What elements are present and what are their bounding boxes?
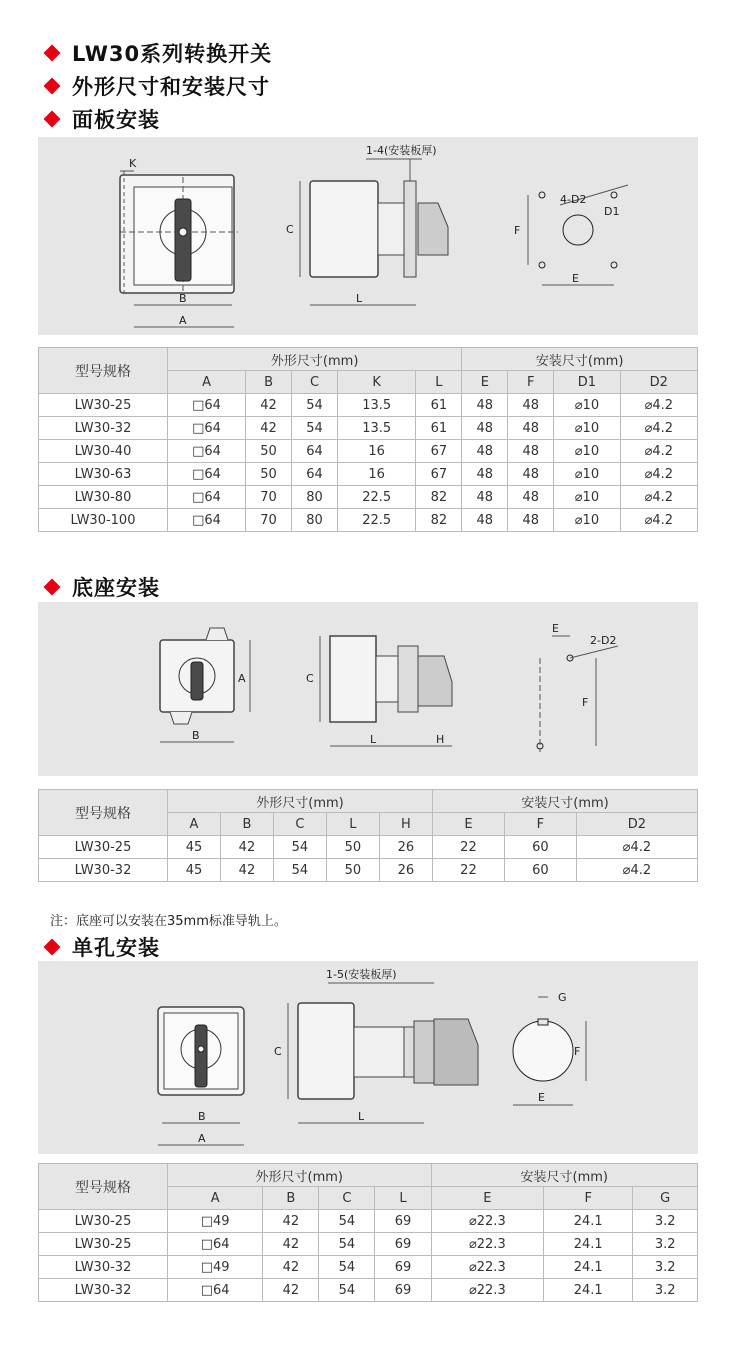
dim-e-label: E [552, 622, 559, 635]
value-cell: 22 [432, 859, 504, 882]
value-cell: ⌀10 [554, 417, 620, 440]
mount-dim-header: 安装尺寸(mm) [431, 1164, 697, 1187]
dim-f-label: F [514, 224, 521, 237]
table-row [39, 1256, 698, 1279]
value-cell: 24.1 [544, 1279, 633, 1302]
value-cell: ⌀10 [554, 394, 620, 417]
outline-dim-header: 外形尺寸(mm) [168, 790, 433, 813]
value-cell: 48 [462, 486, 508, 509]
dim-b-label: B [179, 292, 187, 305]
value-cell: 22.5 [337, 486, 415, 509]
value-cell: 48 [508, 394, 554, 417]
value-cell: ⌀4.2 [620, 486, 697, 509]
diamond-bullet-icon [44, 939, 61, 956]
value-cell: □49 [168, 1256, 263, 1279]
value-cell: 54 [292, 417, 338, 440]
column-header: C [273, 813, 326, 836]
mount-dim-header: 安装尺寸(mm) [462, 348, 698, 371]
value-cell: ⌀4.2 [576, 836, 697, 859]
dim-2-d2-label: 2-D2 [590, 634, 617, 647]
value-cell: 48 [508, 417, 554, 440]
column-header: K [337, 371, 415, 394]
single-hole-diagram [38, 961, 698, 1154]
value-cell: ⌀4.2 [620, 417, 697, 440]
model-cell: LW30-32 [39, 1256, 168, 1279]
value-cell: 50 [326, 836, 379, 859]
value-cell: 3.2 [633, 1256, 698, 1279]
dim-b-label: B [192, 729, 200, 742]
heading-base-mounting: 底座安装 [46, 572, 160, 602]
model-header: 型号规格 [39, 1164, 168, 1210]
value-cell: 48 [462, 394, 508, 417]
dim-a-label: A [238, 672, 246, 685]
column-header: L [416, 371, 462, 394]
diamond-bullet-icon [44, 45, 61, 62]
value-cell: □64 [168, 1233, 263, 1256]
heading-panel-mounting: 面板安装 [46, 104, 160, 134]
dim-plate-thickness-label: 1-5(安装板厚) [326, 968, 397, 981]
value-cell: ⌀4.2 [620, 394, 697, 417]
value-cell: 82 [416, 509, 462, 532]
value-cell: 16 [337, 440, 415, 463]
table-row [39, 1233, 698, 1256]
model-cell: LW30-80 [39, 486, 168, 509]
value-cell: 48 [508, 509, 554, 532]
value-cell: 54 [319, 1256, 375, 1279]
dim-a-label: A [179, 314, 187, 327]
dim-k-label: K [129, 157, 137, 170]
dim-c-label: C [306, 672, 314, 685]
value-cell: 48 [508, 440, 554, 463]
model-cell: LW30-32 [39, 417, 168, 440]
value-cell: 69 [375, 1279, 431, 1302]
value-cell: 48 [462, 440, 508, 463]
value-cell: 60 [504, 836, 576, 859]
value-cell: ⌀4.2 [620, 440, 697, 463]
value-cell: 24.1 [544, 1233, 633, 1256]
value-cell: 48 [508, 463, 554, 486]
model-cell: LW30-40 [39, 440, 168, 463]
value-cell: □49 [168, 1210, 263, 1233]
column-header: H [379, 813, 432, 836]
value-cell: 67 [416, 440, 462, 463]
value-cell: 54 [319, 1233, 375, 1256]
dim-d1-label: D1 [604, 205, 620, 218]
column-header: B [220, 813, 273, 836]
value-cell: 48 [462, 463, 508, 486]
model-header: 型号规格 [39, 348, 168, 394]
single-hole-table [38, 1163, 698, 1302]
value-cell: 48 [508, 486, 554, 509]
value-cell: 22.5 [337, 509, 415, 532]
value-cell: 42 [263, 1256, 319, 1279]
column-header: F [508, 371, 554, 394]
model-cell: LW30-32 [39, 859, 168, 882]
column-header: D1 [554, 371, 620, 394]
value-cell: 42 [246, 417, 292, 440]
value-cell: 60 [504, 859, 576, 882]
column-header: D2 [620, 371, 697, 394]
outline-dim-header: 外形尺寸(mm) [168, 348, 462, 371]
value-cell: 70 [246, 486, 292, 509]
model-cell: LW30-25 [39, 1233, 168, 1256]
value-cell: 82 [416, 486, 462, 509]
value-cell: ⌀22.3 [431, 1210, 544, 1233]
value-cell: 80 [292, 509, 338, 532]
table-row [39, 859, 698, 882]
table-row [39, 417, 698, 440]
value-cell: □64 [168, 486, 246, 509]
table-row [39, 486, 698, 509]
value-cell: 24.1 [544, 1256, 633, 1279]
value-cell: 54 [319, 1210, 375, 1233]
value-cell: 42 [220, 859, 273, 882]
value-cell: 26 [379, 859, 432, 882]
column-header: A [168, 813, 221, 836]
dim-l-label: L [356, 292, 363, 305]
dim-b-label: B [198, 1110, 206, 1123]
dim-g-label: G [558, 991, 567, 1004]
value-cell: 42 [263, 1233, 319, 1256]
value-cell: ⌀10 [554, 486, 620, 509]
diamond-bullet-icon [44, 111, 61, 128]
value-cell: 45 [168, 836, 221, 859]
model-cell: LW30-63 [39, 463, 168, 486]
model-cell: LW30-25 [39, 836, 168, 859]
base-mount-table [38, 789, 698, 882]
value-cell: □64 [168, 417, 246, 440]
value-cell: 42 [263, 1279, 319, 1302]
value-cell: 3.2 [633, 1210, 698, 1233]
value-cell: 64 [292, 463, 338, 486]
value-cell: □64 [168, 463, 246, 486]
diamond-bullet-icon [44, 579, 61, 596]
panel-mount-diagram [38, 137, 698, 335]
column-header: L [326, 813, 379, 836]
model-cell: LW30-32 [39, 1279, 168, 1302]
dim-4-d2-label: 4-D2 [560, 193, 587, 206]
column-header: A [168, 371, 246, 394]
value-cell: 54 [273, 836, 326, 859]
model-header: 型号规格 [39, 790, 168, 836]
column-header: E [431, 1187, 544, 1210]
value-cell: 69 [375, 1256, 431, 1279]
value-cell: 22 [432, 836, 504, 859]
value-cell: 13.5 [337, 417, 415, 440]
value-cell: ⌀22.3 [431, 1233, 544, 1256]
table-row [39, 509, 698, 532]
model-cell: LW30-25 [39, 394, 168, 417]
dim-l-label: L [370, 733, 377, 746]
table-row [39, 440, 698, 463]
mount-dim-header: 安装尺寸(mm) [432, 790, 697, 813]
column-header: G [633, 1187, 698, 1210]
dim-e-label: E [538, 1091, 545, 1104]
value-cell: ⌀10 [554, 463, 620, 486]
value-cell: 16 [337, 463, 415, 486]
column-header: E [462, 371, 508, 394]
table-row [39, 836, 698, 859]
value-cell: 3.2 [633, 1279, 698, 1302]
value-cell: 80 [292, 486, 338, 509]
value-cell: 54 [292, 394, 338, 417]
value-cell: 67 [416, 463, 462, 486]
column-header: C [292, 371, 338, 394]
value-cell: □64 [168, 1279, 263, 1302]
dim-plate-thickness-label: 1-4(安装板厚) [366, 144, 437, 157]
value-cell: 42 [220, 836, 273, 859]
value-cell: ⌀10 [554, 509, 620, 532]
dim-c-label: C [286, 223, 294, 236]
column-header: C [319, 1187, 375, 1210]
value-cell: ⌀4.2 [576, 859, 697, 882]
column-header: E [432, 813, 504, 836]
table-row [39, 1279, 698, 1302]
value-cell: 26 [379, 836, 432, 859]
value-cell: 45 [168, 859, 221, 882]
rail-mount-note: 注：底座可以安装在35mm标准导轨上。 [50, 914, 287, 929]
value-cell: ⌀4.2 [620, 509, 697, 532]
value-cell: □64 [168, 394, 246, 417]
column-header: F [544, 1187, 633, 1210]
diamond-bullet-icon [44, 78, 61, 95]
column-header: B [263, 1187, 319, 1210]
value-cell: 50 [326, 859, 379, 882]
value-cell: ⌀22.3 [431, 1256, 544, 1279]
table-row [39, 463, 698, 486]
value-cell: 50 [246, 463, 292, 486]
base-mount-diagram [38, 602, 698, 776]
value-cell: 64 [292, 440, 338, 463]
value-cell: 54 [273, 859, 326, 882]
value-cell: 48 [462, 509, 508, 532]
panel-mount-table [38, 347, 698, 532]
value-cell: □64 [168, 509, 246, 532]
table-row [39, 394, 698, 417]
value-cell: 69 [375, 1233, 431, 1256]
heading-series: LW30系列转换开关 [46, 38, 272, 68]
value-cell: 70 [246, 509, 292, 532]
column-header: B [246, 371, 292, 394]
value-cell: ⌀10 [554, 440, 620, 463]
value-cell: 3.2 [633, 1233, 698, 1256]
outline-dim-header: 外形尺寸(mm) [168, 1164, 432, 1187]
dim-f-label: F [582, 696, 589, 709]
value-cell: 50 [246, 440, 292, 463]
value-cell: 61 [416, 417, 462, 440]
value-cell: 61 [416, 394, 462, 417]
dim-a-label: A [198, 1132, 206, 1145]
value-cell: 42 [263, 1210, 319, 1233]
value-cell: 54 [319, 1279, 375, 1302]
model-cell: LW30-100 [39, 509, 168, 532]
column-header: L [375, 1187, 431, 1210]
column-header: A [168, 1187, 263, 1210]
model-cell: LW30-25 [39, 1210, 168, 1233]
dim-c-label: C [274, 1045, 282, 1058]
column-header: D2 [576, 813, 697, 836]
value-cell: ⌀22.3 [431, 1279, 544, 1302]
value-cell: 42 [246, 394, 292, 417]
value-cell: 24.1 [544, 1210, 633, 1233]
dim-l-label: L [358, 1110, 365, 1123]
heading-single-hole-mounting: 单孔安装 [46, 932, 160, 962]
dim-e-label: E [572, 272, 579, 285]
column-header: F [504, 813, 576, 836]
dim-h-label: H [436, 733, 445, 746]
value-cell: □64 [168, 440, 246, 463]
dim-f-label: F [574, 1045, 581, 1058]
table-row [39, 1210, 698, 1233]
heading-dimensions: 外形尺寸和安装尺寸 [46, 71, 270, 101]
value-cell: 48 [462, 417, 508, 440]
value-cell: ⌀4.2 [620, 463, 697, 486]
value-cell: 13.5 [337, 394, 415, 417]
value-cell: 69 [375, 1210, 431, 1233]
